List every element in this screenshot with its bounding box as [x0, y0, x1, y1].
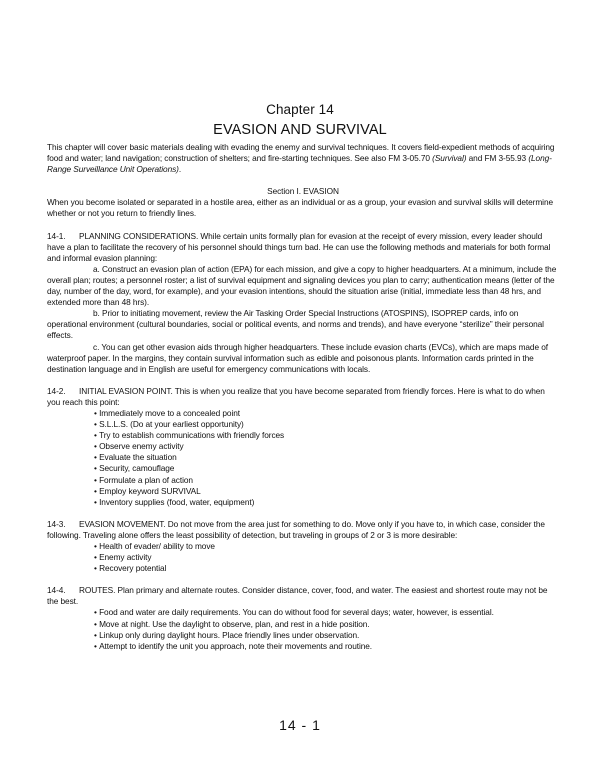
subparagraph-c: c. You can get other evasion aids through higher headquarters. These include evasion charts (EVCs), which are maps made of waterproof paper. In the margins, they contain survival information such as edible and poisonous plants. Information cards printed in the destination language and in English are useful for emergency communications with locals. — [47, 341, 548, 374]
bullet-list-14-2 — [47, 408, 559, 508]
list-item: • Move at night. Use the daylight to observe, plan, and rest in a hide position. — [94, 619, 559, 630]
body-text — [47, 142, 559, 652]
intro-reference-survival: (Survival) — [432, 153, 467, 164]
paragraph-14-3 — [47, 519, 559, 541]
intro-mid: and FM 3-55.93 — [466, 153, 529, 164]
list-item: • Inventory supplies (food, water, equipment) — [94, 497, 559, 508]
paragraph-text: EVASION MOVEMENT. Do not move from the area just for something to do. Move only if you have to, in which case, consider the following. Traveling alone offers the least possibility of detection, but traveling in groups of 2 or 3 is more desirable: — [47, 518, 545, 540]
intro-end: . — [178, 164, 182, 175]
paragraph-text: ROUTES. Plan primary and alternate routes. Consider distance, cover, food, and water. The easiest and shortest route may not be the best. — [47, 585, 548, 607]
paragraph-number: 14-3. — [47, 518, 66, 529]
subparagraph-a: a. Construct an evasion plan of action (EPA) for each mission, and give a copy to higher headquarters. At a minimum, include the overall plan; routes; a personnel roster; a list of survival equipment and signaling devices you plan to carry; authentication means (letter of the day, number of the day, word, for example), and your evasion intentions, should the situation arise (initial, immediate less than 48 hrs, and extended more than 48 hrs). — [47, 263, 557, 308]
list-item: • Linkup only during daylight hours. Place friendly lines under observation. — [94, 630, 559, 641]
paragraph-number: 14-1. — [47, 230, 66, 241]
paragraph-number: 14-4. — [47, 585, 66, 596]
page-number: 14 - 1 — [279, 717, 321, 733]
subparagraph-b: b. Prior to initiating movement, review the Air Tasking Order Special Instructions (ATOSPINS), ISOPREP cards, info on operational environment (cultural boundaries, social or political events, and norms and trends), and have everyone “sterilize” their personal effects. — [47, 308, 544, 341]
list-item: • Enemy activity — [94, 552, 559, 563]
section-intro: When you become isolated or separated in a hostile area, either as an individual or as a group, your evasion and survival skills will determine whether or not you return to friendly lines. — [47, 197, 554, 219]
list-item: • Evaluate the situation — [94, 452, 559, 463]
list-item: • Employ keyword SURVIVAL — [94, 486, 559, 497]
intro-reference-lrsu: (Long-Range Surveillance Unit Operations) — [47, 153, 552, 175]
intro-text: This chapter will cover basic materials dealing with evading the enemy and survival techniques. It covers field-expedient methods of acquiring food and water; land navigation; construction of shelters; and fire-starting techniques. See also FM 3-05.70 — [47, 142, 555, 164]
list-item: • Formulate a plan of action — [94, 475, 559, 486]
list-item: • Food and water are daily requirements. You can do without food for several days; water, however, is essential. — [94, 607, 559, 618]
paragraph-14-1 — [47, 231, 559, 264]
paragraph-number: 14-2. — [47, 385, 66, 396]
list-item: • Security, camouflage — [94, 463, 559, 474]
list-item: • Recovery potential — [94, 563, 559, 574]
bullet-list-14-4 — [47, 607, 559, 651]
bullet-list-14-3 — [47, 541, 559, 574]
list-item: • Immediately move to a concealed point — [94, 408, 559, 419]
paragraph-14-2 — [47, 386, 559, 408]
list-item: • Try to establish communications with friendly forces — [94, 430, 559, 441]
paragraph-text: PLANNING CONSIDERATIONS. While certain units formally plan for evasion at the receipt of every mission, every leader should have a plan to facilitate the recovery of his personnel should things turn bad. He can use the following methods and materials for both formal and informal evasion planning: — [47, 230, 551, 263]
intro-paragraph — [47, 142, 559, 175]
chapter-label: Chapter 14 — [266, 102, 334, 117]
list-item: • Health of evader/ ability to move — [94, 541, 559, 552]
chapter-title: EVASION AND SURVIVAL — [213, 122, 387, 138]
paragraph-text: INITIAL EVASION POINT. This is when you realize that you have become separated from friendly forces. Here is what to do when you reach this point: — [47, 385, 545, 407]
list-item: • Attempt to identify the unit you approach, note their movements and routine. — [94, 641, 559, 652]
list-item: • S.L.L.S. (Do at your earliest opportunity) — [94, 419, 559, 430]
list-item: • Observe enemy activity — [94, 441, 559, 452]
section-heading: Section I. EVASION — [267, 186, 339, 197]
paragraph-14-4 — [47, 585, 559, 607]
